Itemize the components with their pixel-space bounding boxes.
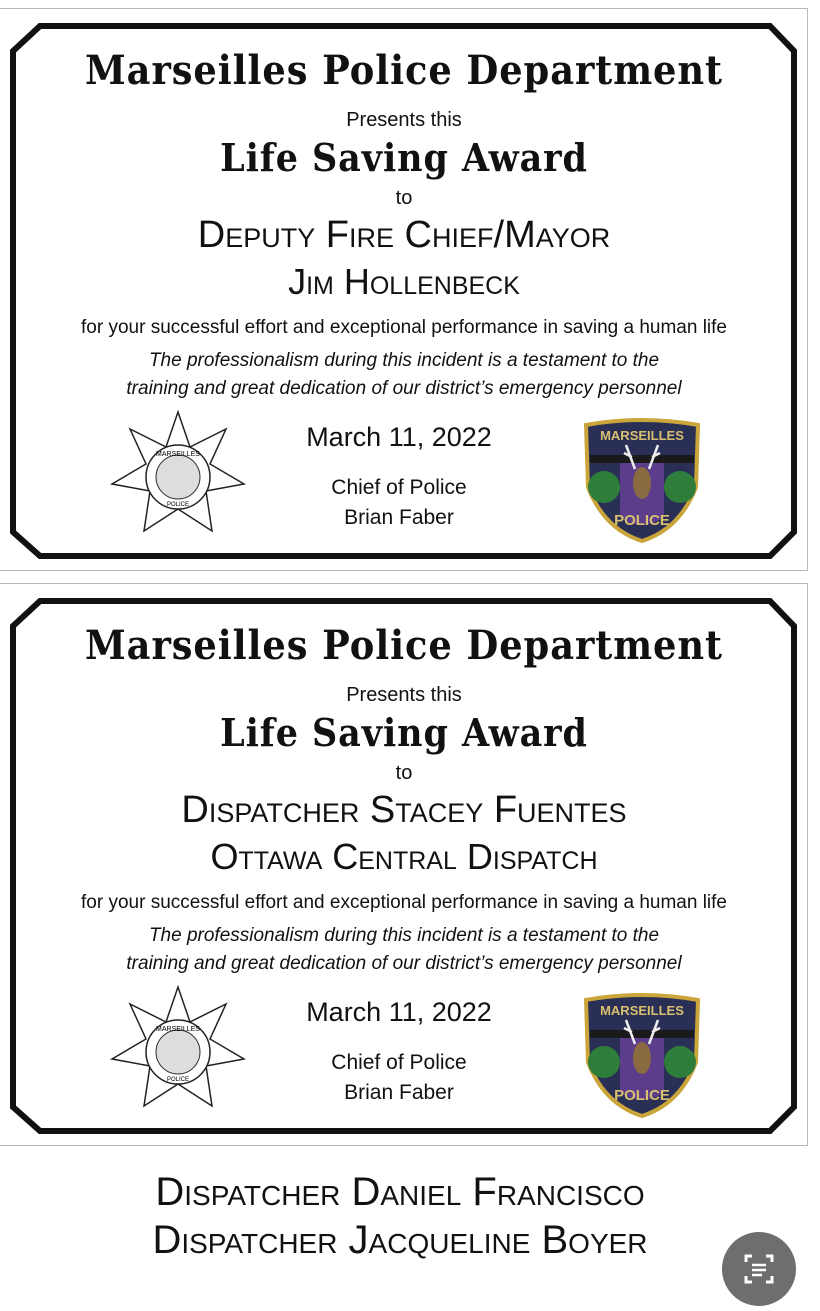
police-shield-patch-icon: [580, 417, 704, 545]
police-shield-patch-icon: [580, 992, 704, 1120]
italic-line-1: The professionalism during this incident is a testament to the: [148, 925, 660, 946]
citation-text: for your successful effort and exceptional performance in saving a human life: [81, 317, 727, 338]
citation-text: for your successful effort and exceptional performance in saving a human life: [81, 892, 727, 913]
to-text: to: [395, 762, 413, 784]
italic-line-2: training and great dedication of our district’s emergency personnel: [126, 378, 682, 399]
scan-text-icon: [722, 1232, 796, 1306]
shield-top-text: MARSEILLES: [600, 428, 684, 443]
signer-title: Chief of Police: [331, 1051, 467, 1074]
star-badge-bottom-text: POLICE: [166, 502, 190, 508]
shield-bottom-text: POLICE: [614, 512, 670, 529]
recipient-line-1: Dispatcher Stacey Fuentes: [181, 789, 627, 831]
additional-recipient-2: Dispatcher Jacqueline Boyer: [152, 1218, 648, 1262]
signer-title: Chief of Police: [331, 476, 467, 499]
signer-name: Brian Faber: [344, 1081, 454, 1104]
recipient-line-1: Deputy Fire Chief/Mayor: [197, 214, 611, 256]
award-date: March 11, 2022: [306, 997, 492, 1027]
police-star-badge-icon: [108, 984, 248, 1114]
department-title: Marseilles Police Department: [85, 622, 723, 669]
police-star-badge-icon: [108, 409, 248, 539]
star-badge-bottom-text: POLICE: [166, 1077, 190, 1083]
scan-text-button[interactable]: [722, 1232, 796, 1306]
award-certificate: [0, 8, 808, 571]
department-title: Marseilles Police Department: [85, 47, 723, 94]
additional-recipient-1: Dispatcher Daniel Francisco: [155, 1170, 645, 1214]
recipient-line-2: Ottawa Central Dispatch: [210, 836, 598, 877]
to-text: to: [395, 187, 413, 209]
shield-bottom-text: POLICE: [614, 1087, 670, 1104]
award-title: Life Saving Award: [220, 710, 588, 755]
award-date: March 11, 2022: [306, 422, 492, 452]
italic-line-1: The professionalism during this incident is a testament to the: [148, 350, 660, 371]
presents-text: Presents this: [346, 109, 462, 131]
recipient-line-2: Jim Hollenbeck: [288, 261, 520, 302]
signer-name: Brian Faber: [344, 506, 454, 529]
award-title: Life Saving Award: [220, 135, 588, 180]
italic-line-2: training and great dedication of our district’s emergency personnel: [126, 953, 682, 974]
presents-text: Presents this: [346, 684, 462, 706]
shield-top-text: MARSEILLES: [600, 1003, 684, 1018]
award-certificate: [0, 583, 808, 1146]
star-badge-top-text: MARSEILLES: [156, 451, 200, 458]
star-badge-top-text: MARSEILLES: [156, 1026, 200, 1033]
